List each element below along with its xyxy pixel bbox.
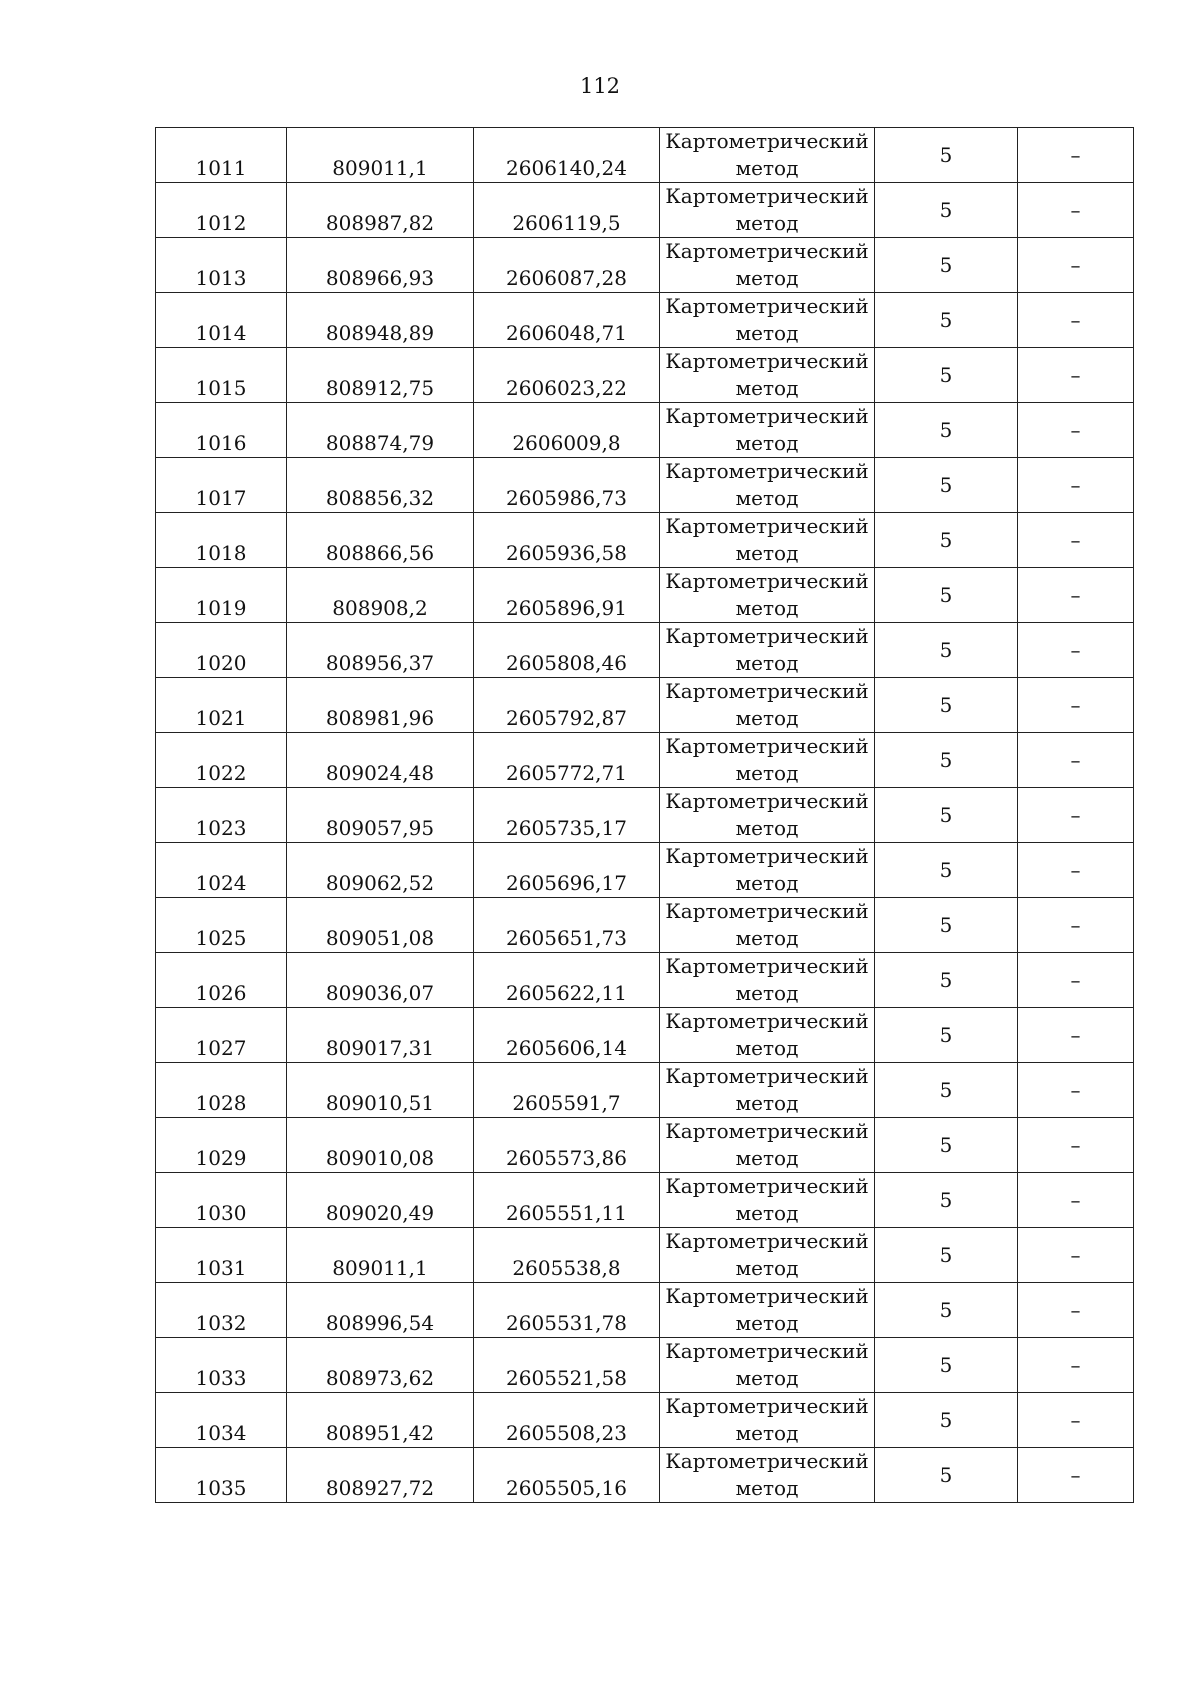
point-number-cell: 1022	[156, 733, 287, 788]
x-coordinate-cell: 809036,07	[287, 953, 474, 1008]
method-cell	[660, 1283, 875, 1338]
accuracy-cell: 5	[875, 458, 1018, 513]
y-coordinate-cell: 2605505,16	[474, 1448, 660, 1503]
x-coordinate-cell: 808866,56	[287, 513, 474, 568]
coordinates-table	[155, 127, 1134, 1503]
y-coordinate-cell: 2605808,46	[474, 623, 660, 678]
table-row	[156, 293, 1134, 348]
y-coordinate-cell: 2605772,71	[474, 733, 660, 788]
method-cell	[660, 1448, 875, 1503]
method-cell	[660, 898, 875, 953]
accuracy-cell: 5	[875, 1393, 1018, 1448]
x-coordinate-cell: 809051,08	[287, 898, 474, 953]
table-row	[156, 678, 1134, 733]
x-coordinate-cell: 808966,93	[287, 238, 474, 293]
accuracy-cell: 5	[875, 1118, 1018, 1173]
accuracy-cell: 5	[875, 128, 1018, 183]
note-cell: –	[1018, 238, 1134, 293]
method-line-2: метод	[735, 706, 799, 730]
y-coordinate-cell: 2605986,73	[474, 458, 660, 513]
table-row	[156, 898, 1134, 953]
method-line-1: Картометрический	[665, 514, 869, 538]
note-cell: –	[1018, 183, 1134, 238]
accuracy-cell: 5	[875, 348, 1018, 403]
x-coordinate-cell: 809062,52	[287, 843, 474, 898]
point-number-cell: 1024	[156, 843, 287, 898]
note-cell: –	[1018, 348, 1134, 403]
point-number-cell: 1018	[156, 513, 287, 568]
y-coordinate-cell: 2605651,73	[474, 898, 660, 953]
method-cell	[660, 1393, 875, 1448]
method-line-2: метод	[735, 816, 799, 840]
point-number-cell: 1017	[156, 458, 287, 513]
table-row	[156, 953, 1134, 1008]
method-line-2: метод	[735, 321, 799, 345]
point-number-cell: 1033	[156, 1338, 287, 1393]
accuracy-cell: 5	[875, 1448, 1018, 1503]
method-line-1: Картометрический	[665, 734, 869, 758]
y-coordinate-cell: 2606048,71	[474, 293, 660, 348]
x-coordinate-cell: 809057,95	[287, 788, 474, 843]
accuracy-cell: 5	[875, 293, 1018, 348]
accuracy-cell: 5	[875, 1283, 1018, 1338]
accuracy-cell: 5	[875, 843, 1018, 898]
method-line-1: Картометрический	[665, 624, 869, 648]
x-coordinate-cell: 808981,96	[287, 678, 474, 733]
method-line-1: Картометрический	[665, 844, 869, 868]
method-line-2: метод	[735, 1366, 799, 1390]
method-line-2: метод	[735, 761, 799, 785]
x-coordinate-cell: 808874,79	[287, 403, 474, 458]
y-coordinate-cell: 2605551,11	[474, 1173, 660, 1228]
y-coordinate-cell: 2605696,17	[474, 843, 660, 898]
y-coordinate-cell: 2605538,8	[474, 1228, 660, 1283]
point-number-cell: 1013	[156, 238, 287, 293]
method-line-1: Картометрический	[665, 294, 869, 318]
x-coordinate-cell: 809011,1	[287, 1228, 474, 1283]
method-cell	[660, 843, 875, 898]
method-line-1: Картометрический	[665, 1394, 869, 1418]
method-cell	[660, 788, 875, 843]
method-line-1: Картометрический	[665, 239, 869, 263]
method-line-1: Картометрический	[665, 1229, 869, 1253]
table-row	[156, 1118, 1134, 1173]
method-cell	[660, 1228, 875, 1283]
point-number-cell: 1034	[156, 1393, 287, 1448]
method-line-1: Картометрический	[665, 184, 869, 208]
method-cell	[660, 293, 875, 348]
note-cell: –	[1018, 1063, 1134, 1118]
method-cell	[660, 568, 875, 623]
point-number-cell: 1023	[156, 788, 287, 843]
method-line-1: Картометрический	[665, 459, 869, 483]
method-cell	[660, 1118, 875, 1173]
note-cell: –	[1018, 898, 1134, 953]
method-line-2: метод	[735, 1091, 799, 1115]
x-coordinate-cell: 809010,08	[287, 1118, 474, 1173]
y-coordinate-cell: 2605591,7	[474, 1063, 660, 1118]
x-coordinate-cell: 808987,82	[287, 183, 474, 238]
accuracy-cell: 5	[875, 1063, 1018, 1118]
method-cell	[660, 128, 875, 183]
y-coordinate-cell: 2605606,14	[474, 1008, 660, 1063]
accuracy-cell: 5	[875, 1228, 1018, 1283]
method-line-1: Картометрический	[665, 569, 869, 593]
accuracy-cell: 5	[875, 513, 1018, 568]
method-line-1: Картометрический	[665, 1284, 869, 1308]
note-cell: –	[1018, 458, 1134, 513]
note-cell: –	[1018, 1118, 1134, 1173]
method-line-1: Картометрический	[665, 954, 869, 978]
note-cell: –	[1018, 1393, 1134, 1448]
point-number-cell: 1020	[156, 623, 287, 678]
point-number-cell: 1026	[156, 953, 287, 1008]
y-coordinate-cell: 2606023,22	[474, 348, 660, 403]
note-cell: –	[1018, 788, 1134, 843]
y-coordinate-cell: 2605508,23	[474, 1393, 660, 1448]
method-line-2: метод	[735, 1146, 799, 1170]
point-number-cell: 1035	[156, 1448, 287, 1503]
x-coordinate-cell: 808912,75	[287, 348, 474, 403]
table-row	[156, 623, 1134, 678]
y-coordinate-cell: 2605573,86	[474, 1118, 660, 1173]
accuracy-cell: 5	[875, 953, 1018, 1008]
method-cell	[660, 403, 875, 458]
table-row	[156, 513, 1134, 568]
table-row	[156, 568, 1134, 623]
accuracy-cell: 5	[875, 568, 1018, 623]
note-cell: –	[1018, 1448, 1134, 1503]
method-line-2: метод	[735, 211, 799, 235]
method-line-1: Картометрический	[665, 679, 869, 703]
x-coordinate-cell: 808948,89	[287, 293, 474, 348]
table-row	[156, 348, 1134, 403]
accuracy-cell: 5	[875, 403, 1018, 458]
table-row	[156, 733, 1134, 788]
point-number-cell: 1012	[156, 183, 287, 238]
x-coordinate-cell: 808856,32	[287, 458, 474, 513]
method-line-2: метод	[735, 156, 799, 180]
table-row	[156, 788, 1134, 843]
y-coordinate-cell: 2606087,28	[474, 238, 660, 293]
method-cell	[660, 733, 875, 788]
method-line-1: Картометрический	[665, 404, 869, 428]
point-number-cell: 1014	[156, 293, 287, 348]
method-cell	[660, 1173, 875, 1228]
y-coordinate-cell: 2605936,58	[474, 513, 660, 568]
note-cell: –	[1018, 1228, 1134, 1283]
x-coordinate-cell: 808973,62	[287, 1338, 474, 1393]
table-row	[156, 458, 1134, 513]
method-line-1: Картометрический	[665, 129, 869, 153]
method-line-2: метод	[735, 926, 799, 950]
note-cell: –	[1018, 843, 1134, 898]
point-number-cell: 1011	[156, 128, 287, 183]
point-number-cell: 1019	[156, 568, 287, 623]
method-line-1: Картометрический	[665, 899, 869, 923]
x-coordinate-cell: 809024,48	[287, 733, 474, 788]
table-row	[156, 1228, 1134, 1283]
x-coordinate-cell: 809017,31	[287, 1008, 474, 1063]
method-line-2: метод	[735, 541, 799, 565]
y-coordinate-cell: 2606119,5	[474, 183, 660, 238]
method-cell	[660, 513, 875, 568]
method-cell	[660, 1063, 875, 1118]
method-line-1: Картометрический	[665, 1064, 869, 1088]
accuracy-cell: 5	[875, 788, 1018, 843]
method-cell	[660, 348, 875, 403]
table-row	[156, 238, 1134, 293]
note-cell: –	[1018, 1338, 1134, 1393]
method-cell	[660, 238, 875, 293]
method-cell	[660, 1008, 875, 1063]
method-cell	[660, 678, 875, 733]
method-line-2: метод	[735, 1311, 799, 1335]
accuracy-cell: 5	[875, 183, 1018, 238]
x-coordinate-cell: 809020,49	[287, 1173, 474, 1228]
method-line-1: Картометрический	[665, 1009, 869, 1033]
method-cell	[660, 623, 875, 678]
accuracy-cell: 5	[875, 678, 1018, 733]
method-cell	[660, 953, 875, 1008]
note-cell: –	[1018, 1283, 1134, 1338]
y-coordinate-cell: 2605531,78	[474, 1283, 660, 1338]
method-line-1: Картометрический	[665, 789, 869, 813]
y-coordinate-cell: 2605792,87	[474, 678, 660, 733]
accuracy-cell: 5	[875, 623, 1018, 678]
table-row	[156, 1448, 1134, 1503]
note-cell: –	[1018, 733, 1134, 788]
note-cell: –	[1018, 403, 1134, 458]
method-line-2: метод	[735, 486, 799, 510]
y-coordinate-cell: 2605896,91	[474, 568, 660, 623]
accuracy-cell: 5	[875, 1338, 1018, 1393]
x-coordinate-cell: 808908,2	[287, 568, 474, 623]
point-number-cell: 1030	[156, 1173, 287, 1228]
x-coordinate-cell: 808927,72	[287, 1448, 474, 1503]
note-cell: –	[1018, 568, 1134, 623]
table-row	[156, 403, 1134, 458]
x-coordinate-cell: 808996,54	[287, 1283, 474, 1338]
table-row	[156, 1173, 1134, 1228]
table-row	[156, 183, 1134, 238]
accuracy-cell: 5	[875, 1173, 1018, 1228]
y-coordinate-cell: 2606140,24	[474, 128, 660, 183]
method-line-2: метод	[735, 376, 799, 400]
point-number-cell: 1025	[156, 898, 287, 953]
method-line-1: Картометрический	[665, 1449, 869, 1473]
method-line-2: метод	[735, 981, 799, 1005]
method-line-2: метод	[735, 871, 799, 895]
y-coordinate-cell: 2605521,58	[474, 1338, 660, 1393]
x-coordinate-cell: 808951,42	[287, 1393, 474, 1448]
note-cell: –	[1018, 513, 1134, 568]
y-coordinate-cell: 2606009,8	[474, 403, 660, 458]
point-number-cell: 1029	[156, 1118, 287, 1173]
y-coordinate-cell: 2605622,11	[474, 953, 660, 1008]
method-line-2: метод	[735, 1256, 799, 1280]
x-coordinate-cell: 809011,1	[287, 128, 474, 183]
point-number-cell: 1015	[156, 348, 287, 403]
method-line-2: метод	[735, 1421, 799, 1445]
x-coordinate-cell: 809010,51	[287, 1063, 474, 1118]
note-cell: –	[1018, 1173, 1134, 1228]
method-line-2: метод	[735, 1036, 799, 1060]
method-line-1: Картометрический	[665, 1339, 869, 1363]
method-line-2: метод	[735, 431, 799, 455]
method-cell	[660, 183, 875, 238]
note-cell: –	[1018, 128, 1134, 183]
method-line-2: метод	[735, 266, 799, 290]
point-number-cell: 1016	[156, 403, 287, 458]
method-line-2: метод	[735, 1476, 799, 1500]
method-line-2: метод	[735, 596, 799, 620]
point-number-cell: 1021	[156, 678, 287, 733]
method-line-1: Картометрический	[665, 349, 869, 373]
table-row	[156, 128, 1134, 183]
note-cell: –	[1018, 678, 1134, 733]
accuracy-cell: 5	[875, 1008, 1018, 1063]
method-line-1: Картометрический	[665, 1119, 869, 1143]
table-row	[156, 1283, 1134, 1338]
table-row	[156, 843, 1134, 898]
y-coordinate-cell: 2605735,17	[474, 788, 660, 843]
method-line-1: Картометрический	[665, 1174, 869, 1198]
table-row	[156, 1008, 1134, 1063]
method-cell	[660, 1338, 875, 1393]
table-row	[156, 1338, 1134, 1393]
note-cell: –	[1018, 953, 1134, 1008]
accuracy-cell: 5	[875, 733, 1018, 788]
page-number: 112	[579, 74, 621, 98]
method-line-2: метод	[735, 651, 799, 675]
method-cell	[660, 458, 875, 513]
accuracy-cell: 5	[875, 898, 1018, 953]
note-cell: –	[1018, 623, 1134, 678]
table-row	[156, 1063, 1134, 1118]
point-number-cell: 1031	[156, 1228, 287, 1283]
method-line-2: метод	[735, 1201, 799, 1225]
table-body	[156, 128, 1134, 1503]
accuracy-cell: 5	[875, 238, 1018, 293]
table-row	[156, 1393, 1134, 1448]
point-number-cell: 1027	[156, 1008, 287, 1063]
point-number-cell: 1028	[156, 1063, 287, 1118]
note-cell: –	[1018, 1008, 1134, 1063]
x-coordinate-cell: 808956,37	[287, 623, 474, 678]
point-number-cell: 1032	[156, 1283, 287, 1338]
note-cell: –	[1018, 293, 1134, 348]
